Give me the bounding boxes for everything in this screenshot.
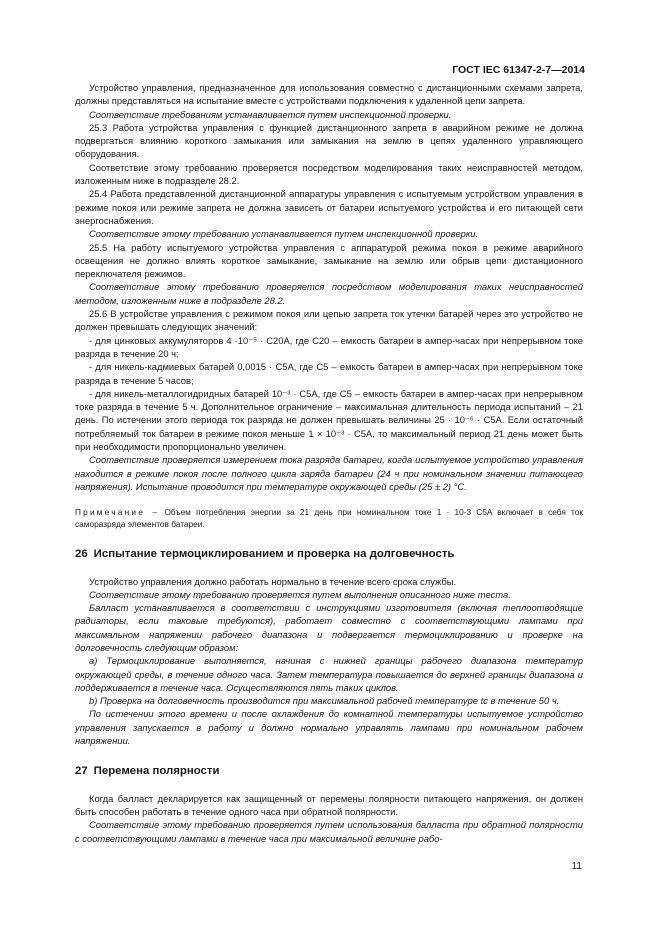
paragraph: 25.3 Работа устройства управления с функцией дистанционного запрета в аварийном режиме не должна подвергаться влиянию короткого замыкания или замыкания на землю в цепях удаленного управляющего оборудования. [75, 121, 583, 160]
paragraph: Соответствие этому требованию проверяется путем использования балласта при обратной полярности с соответствующими лампами в течение часа при максимальной величине рабо- [75, 819, 583, 844]
paragraph: - для цинковых аккумуляторов 4 ·10⁻⁵ · C20A, где C20 – емкость батареи в ампер-часах при непрерывном токе разряда в течение 20 ч; [75, 334, 583, 359]
paragraph: Соответствие этому требованию проверяется посредством моделирования таких неисправностей методом, изложенным ниже в подразделе 28.2. [75, 161, 583, 187]
section-26-body [75, 575, 583, 748]
paragraph: Соответствие проверяется измерением тока разряда батареи, когда испытуемое устройство управления находится в режиме покоя после полного цикла заряда батареи (24 ч при номинальном значении питающего напряжения). Испытание проводится при температуре окружающей среды (25 ± 2) °C. [75, 454, 583, 492]
document-body [75, 81, 583, 845]
section-27-title: Перемена полярности [93, 765, 220, 778]
paragraph: - для никель-кадмиевых батарей 0,0015 · C5A, где C5 – емкость батареи в ампер-часах при непрерывном токе разряда в течение 5 часов; [75, 361, 583, 386]
section-25-continued [75, 81, 583, 493]
standard-header: ГОСТ IEC 61347-2-7—2014 [452, 64, 585, 76]
paragraph: Соответствие этому требованию проверяется посредством моделирования таких неисправностей методом, изложенным ниже в подразделе 28.2. [75, 281, 583, 306]
note-label: Примечание – [75, 507, 160, 518]
paragraph: 25.5 На работу испытуемого устройства управления с аппаратурой режима покоя в режиме аварийного освещения не должно влиять короткое замыкание, замыкание на землю или обрыв цепи дистанционного переключателя режимов. [75, 241, 583, 280]
paragraph: - для никель-металлогидридных батарей 10⁻³ · C5A, где C5 – емкость батареи в ампер-часах при непрерывном токе разряда в течение 5 ч. Дополнительное ограничение – максимальная длительность периода испытаний – 21 день. По истечении этого периода ток разряда не должен превышать величины 25 · 10⁻⁶ · C5A. Если остаточный потребляемый ток батареи в режиме покоя меньше 1 × 10⁻³ · C5A, то максимальный период 21 день может быть при необходимости пропорционально увеличен. [75, 387, 583, 453]
paragraph: 25.4 Работа представленной дистанционной аппаратуры управления с испытуемым устройством управления в режиме покоя или режиме запрета не должна зависеть от батареи испытуемого устройства и его питающей сети энергоснабжения. [75, 188, 583, 226]
section-26-title: Испытание термоциклированием и проверка на долговечность [93, 548, 455, 561]
section-27-body [75, 792, 583, 845]
paragraph: Устройство управления должно работать нормально в течение всего срока службы. [89, 575, 457, 587]
note-text: Объем потребления энергии за 21 день при номинальном токе 1 · 10-3 C5A включает в себя ток саморазряда элементов батареи. [75, 507, 583, 529]
paragraph: Устройство управления, предназначенное для использования совместно с дистанционными схемами запрета, должны представляться на испытание вместе с устройствами подключения к удаленной цепи запрета. [75, 82, 583, 107]
page-number: 11 [571, 861, 582, 872]
section-27-heading [75, 765, 583, 778]
paragraph: Соответствие этому требованию устанавливается путем инспекционной проверки. [89, 228, 479, 240]
note [75, 507, 583, 530]
paragraph: b) Проверка на долговечность производится при максимальной рабочей температуре tc в течение 50 ч. [89, 695, 560, 707]
paragraph: a) Термоциклирование выполняется, начиная с нижней границы рабочего диапазона температур окружающей среды, в течение одного часа. Затем температура повышается до верхней границы диапазона и поддерживается в течение часа. Осуществляются пять таких циклов. [75, 655, 583, 693]
paragraph: По истечении этого времени и после охлаждения до комнатной температуры испытуемое устройство управления запускается в работу и должно нормально управлять лампами при номинальном рабочем напряжении. [75, 708, 583, 747]
paragraph: 25.6 В устройстве управления с режимом покоя или цепью запрета ток утечки батарей через это устройство не должен превышать следующих значений: [75, 308, 583, 333]
section-26-heading [75, 548, 583, 561]
paragraph: Соответствие этому требованию проверяется путем выполнения описанного ниже теста. [89, 588, 511, 600]
paragraph: Балласт устанавливается в соответствии с инструкциями изготовителя (включая теплоотводящие радиаторы, если таковые требуются), работает совместно с соответствующими лампами при максимальном напряжении рабочего диапазона и подвергается термоциклированию и проверке на долговечность следующим образом: [75, 602, 583, 653]
section-26-number: 26 [75, 548, 88, 561]
paragraph: Когда балласт декларируется как защищенный от перемены полярности питающего напряжения, он должен быть способен работать в течение одного часа при обратной полярности. [75, 792, 583, 817]
paragraph: Соответствие требованиям устанавливается путем инспекционной проверки. [89, 108, 452, 120]
section-27-number: 27 [75, 765, 88, 778]
